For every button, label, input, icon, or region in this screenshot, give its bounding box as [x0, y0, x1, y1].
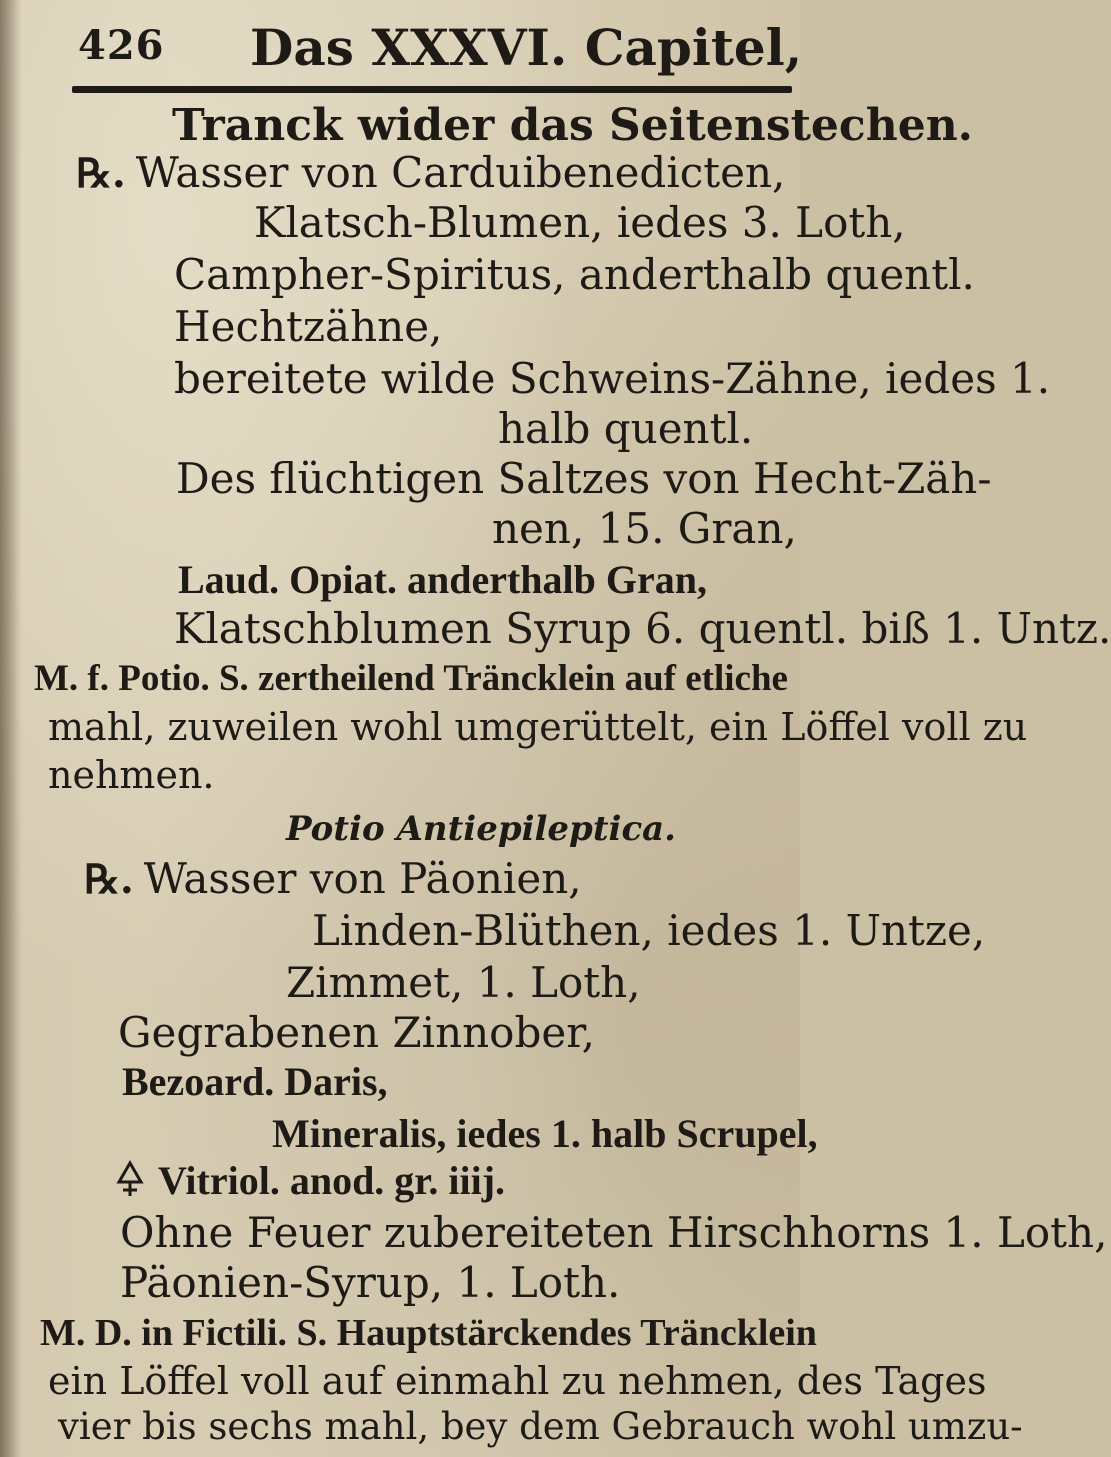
ingredient-line: halb quentl. — [498, 404, 754, 453]
recipe-line — [76, 148, 786, 197]
ingredient-line: nen, 15. Gran, — [492, 504, 797, 553]
recipe-symbol: ℞. — [76, 150, 126, 197]
ingredient-text: Wasser von Carduibenedicten, — [135, 148, 786, 197]
instruction-line: nehmen. — [48, 753, 215, 797]
instruction-line: M. D. in Fictili. S. Hauptstärckendes Träncklein — [40, 1312, 817, 1354]
ingredient-line: Klatschblumen Syrup 6. quentl. biß 1. Untz. — [174, 604, 1111, 653]
ingredient-line: Laud. Opiat. anderthalb Gran, — [178, 557, 708, 602]
recipe-line — [84, 854, 582, 903]
ingredient-line: Linden-Blüthen, iedes 1. Untze, — [312, 906, 986, 955]
running-head: Das XXXVI. Capitel, — [250, 18, 803, 77]
recipe-symbol: ℞. — [84, 856, 134, 903]
section-title: Tranck wider das Seitenstechen. — [172, 100, 974, 151]
vitriol-icon — [116, 1160, 144, 1198]
gutter-shadow — [0, 0, 22, 1457]
header-rule — [72, 86, 792, 93]
ingredient-text: Vitriol. anod. gr. iiij. — [158, 1158, 506, 1203]
instruction-line: M. f. Potio. S. zertheilend Träncklein auf etliche — [34, 658, 788, 699]
ingredient-line: Bezoard. Daris, — [122, 1059, 388, 1104]
ingredient-line: Campher-Spiritus, anderthalb quentl. — [174, 250, 975, 299]
ingredient-line: Ohne Feuer zubereiteten Hirschhorns 1. Loth, — [120, 1208, 1108, 1257]
ingredient-line — [116, 1160, 505, 1201]
ingredient-line: Päonien-Syrup, 1. Loth. — [120, 1258, 621, 1307]
instruction-line: mahl, zuweilen wohl umgerüttelt, ein Löffel voll zu — [48, 705, 1028, 749]
ingredient-line: Des flüchtigen Saltzes von Hecht-Zäh- — [176, 454, 992, 503]
page-number: 426 — [78, 22, 165, 69]
ingredient-line: Mineralis, iedes 1. halb Scrupel, — [272, 1111, 818, 1156]
section-title: Potio Antiepileptica. — [286, 809, 677, 849]
ingredient-line: bereitete wilde Schweins-Zähne, iedes 1. — [174, 354, 1051, 403]
instruction-line: ein Löffel voll auf einmahl zu nehmen, des Tages — [48, 1359, 987, 1403]
instruction-line: vier bis sechs mahl, bey dem Gebrauch wohl umzu- — [58, 1405, 1023, 1448]
ingredient-line: Klatsch-Blumen, iedes 3. Loth, — [254, 198, 906, 247]
ingredient-line: Zimmet, 1. Loth, — [286, 958, 641, 1007]
ingredient-line: Hechtzähne, — [174, 302, 443, 351]
ingredient-line: Gegrabenen Zinnober, — [118, 1008, 596, 1057]
ingredient-text: Wasser von Päonien, — [143, 854, 582, 903]
